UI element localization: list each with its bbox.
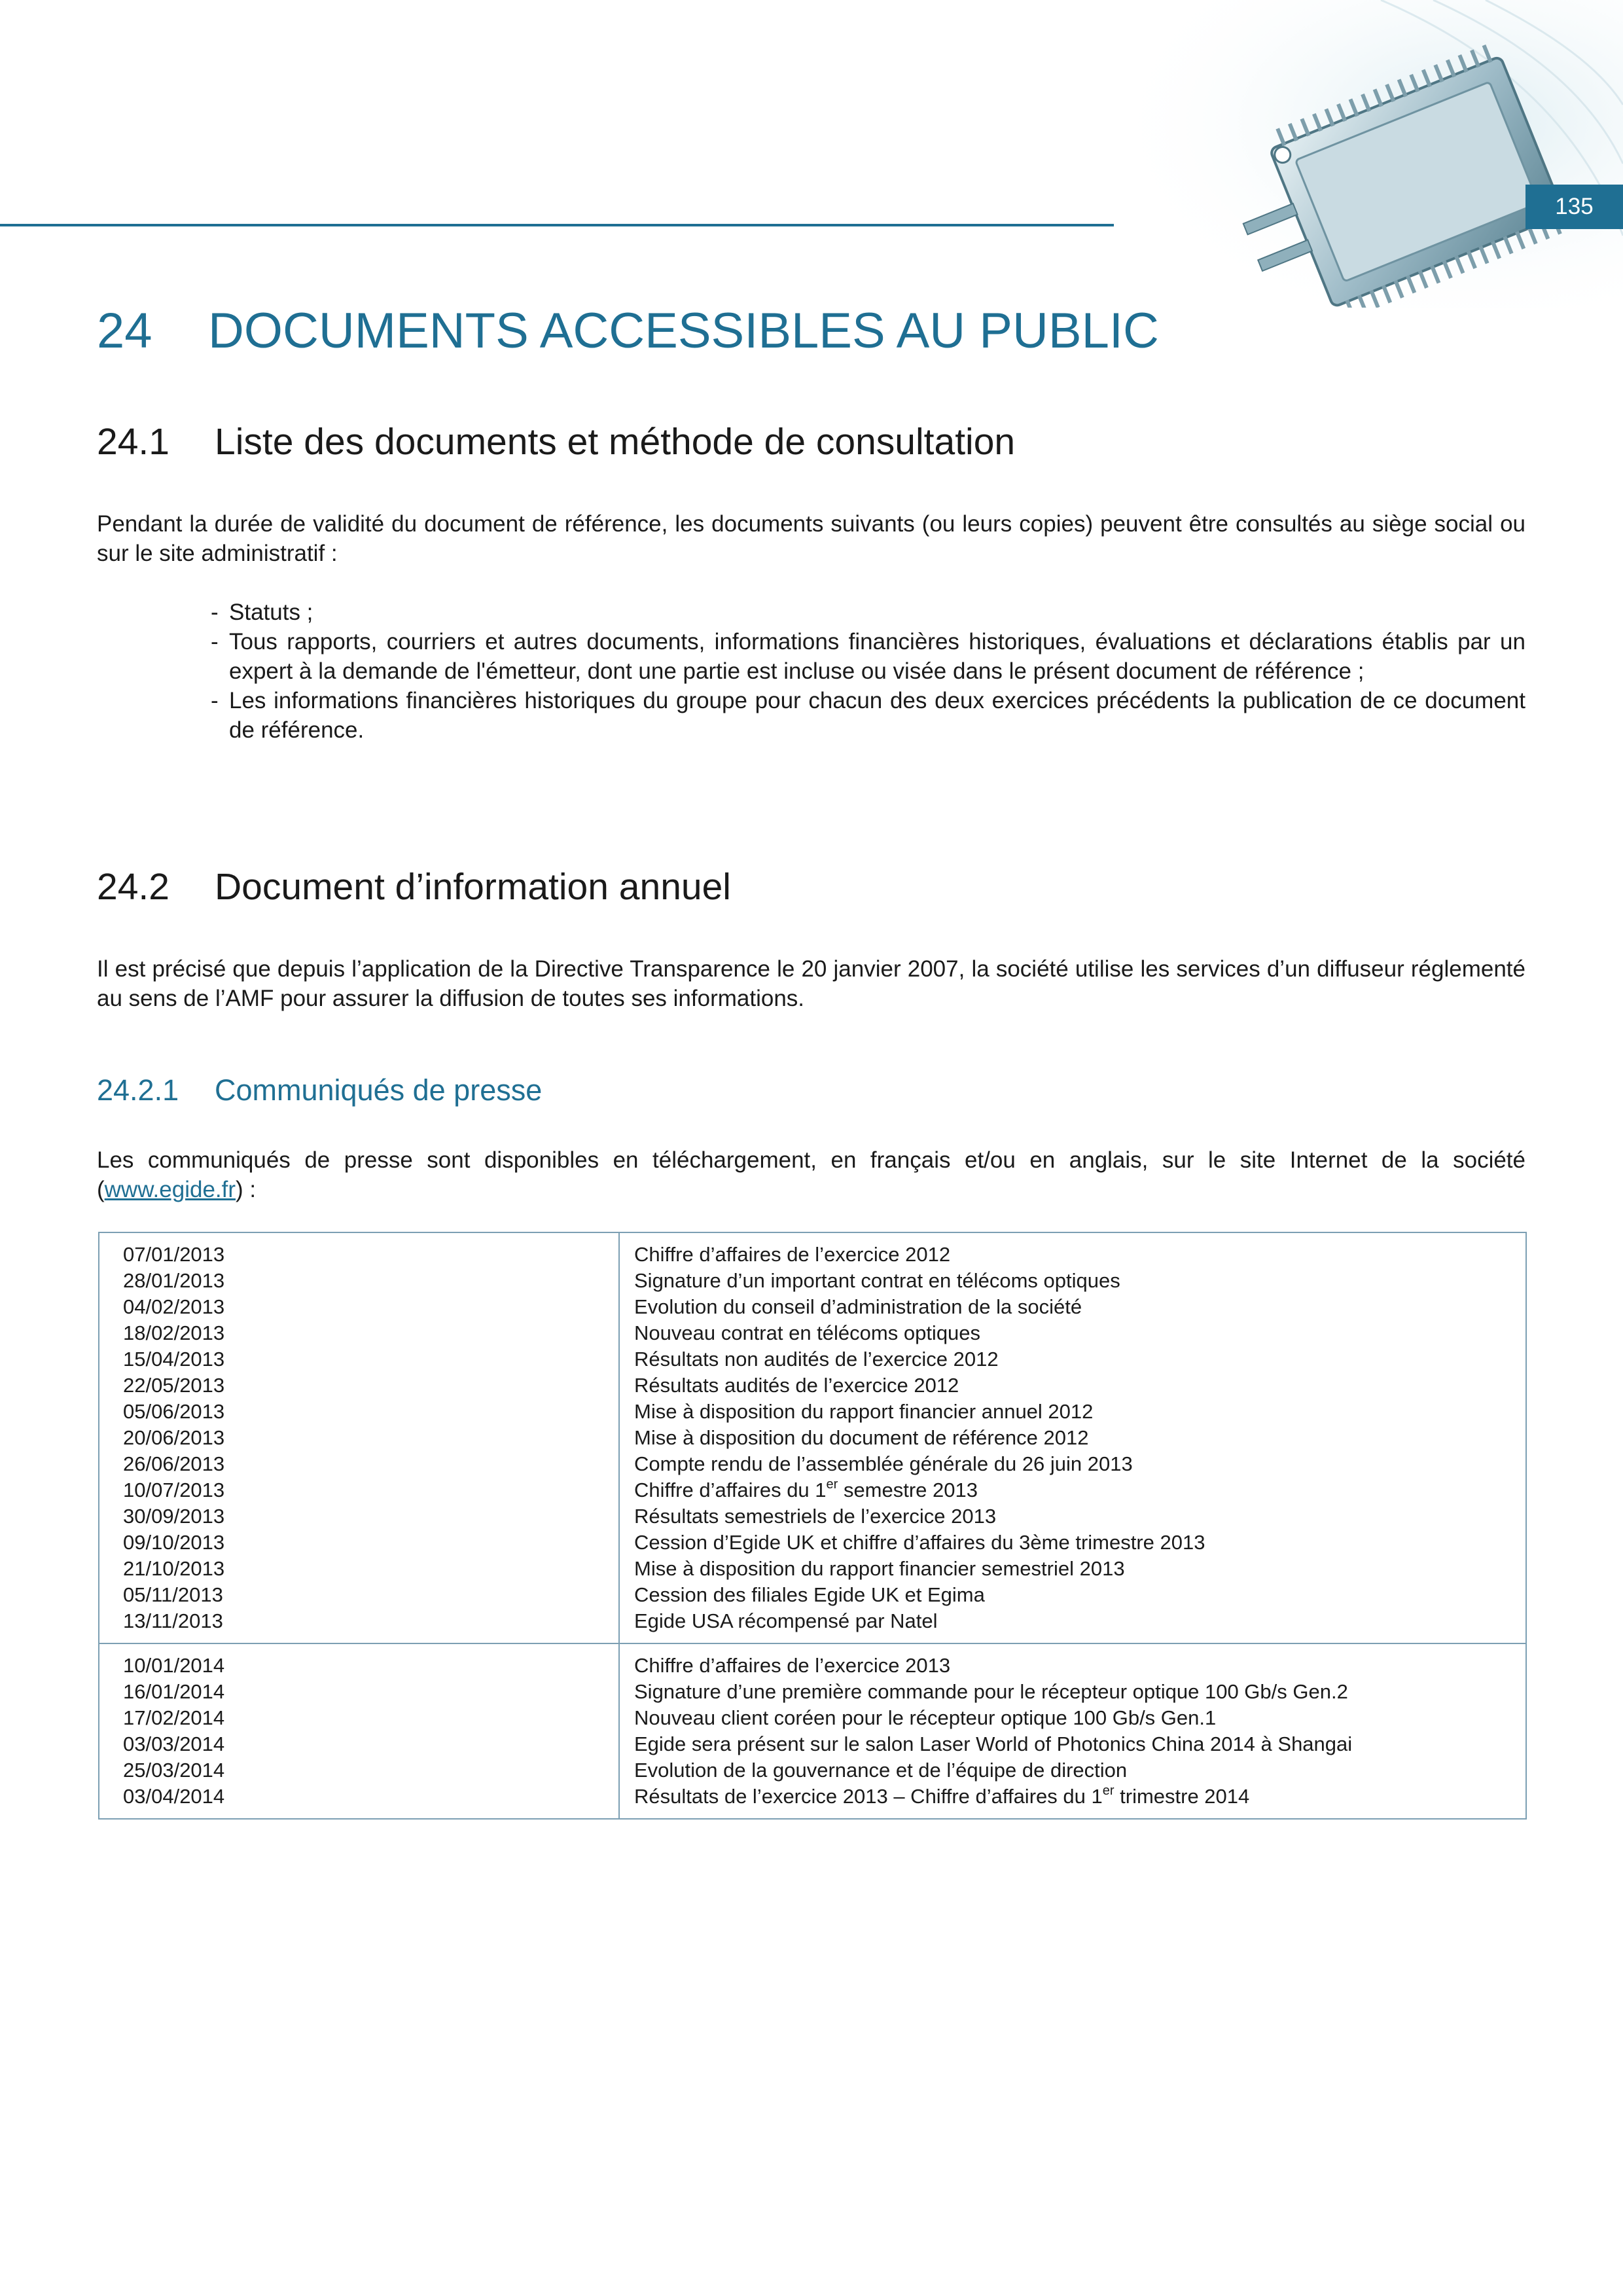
- section-heading-24-1: [97, 420, 1015, 463]
- release-title-text: Résultats de l’exercice 2013 – Chiffre d’affaires du 1: [634, 1785, 1103, 1808]
- titles-cell-2014: [619, 1643, 1526, 1819]
- subsection-body-text: Les communiqués de presse sont disponibles en téléchargement, en français et/ou en anglais, sur le site Internet de la société (: [97, 1147, 1525, 1202]
- egide-website-link[interactable]: www.egide.fr: [104, 1177, 236, 1202]
- release-title: Résultats non audités de l’exercice 2012: [634, 1348, 999, 1371]
- release-date: 13/11/2013: [123, 1609, 223, 1632]
- release-title: Nouveau client coréen pour le récepteur optique 100 Gb/s Gen.1: [634, 1706, 1217, 1729]
- section-title: Liste des documents et méthode de consultation: [215, 421, 1016, 463]
- chapter-heading: [97, 302, 1159, 359]
- chapter-title: DOCUMENTS ACCESSIBLES AU PUBLIC: [208, 303, 1159, 359]
- release-date: 10/07/2013: [123, 1479, 225, 1501]
- documents-list: [211, 598, 1525, 745]
- release-title: Evolution de la gouvernance et de l’équipe de direction: [634, 1759, 1128, 1782]
- release-title-text: trimestre 2014: [1114, 1785, 1250, 1808]
- release-title: Signature d’une première commande pour le récepteur optique 100 Gb/s Gen.2: [634, 1680, 1348, 1703]
- release-date: 28/01/2013: [123, 1269, 225, 1292]
- release-title: Cession d’Egide UK et chiffre d’affaires du 3ème trimestre 2013: [634, 1531, 1205, 1554]
- release-title: [634, 1477, 1525, 1503]
- subsection-body: [97, 1145, 1525, 1204]
- list-item-text: Tous rapports, courriers et autres documents, informations financières historiques, évaluations et déclarations établis par un expert à la demande de l'émetteur, dont une partie est incluse ou visée dans le présent document de référence ;: [229, 629, 1525, 684]
- release-title: Cession des filiales Egide UK et Egima: [634, 1583, 985, 1606]
- release-title-text: semestre 2013: [838, 1479, 978, 1501]
- release-title: Egide sera présent sur le salon Laser World of Photonics China 2014 à Shangai: [634, 1732, 1353, 1755]
- section-number: 24.1: [97, 421, 169, 463]
- release-title: Mise à disposition du rapport financier semestriel 2013: [634, 1557, 1125, 1580]
- header-rule: [0, 224, 1114, 226]
- release-date: 30/09/2013: [123, 1505, 225, 1528]
- release-title: Mise à disposition du document de référence 2012: [634, 1426, 1089, 1449]
- release-date: 15/04/2013: [123, 1348, 225, 1371]
- release-date: 17/02/2014: [123, 1706, 225, 1729]
- header-component-illustration: [1106, 0, 1623, 308]
- release-title: Chiffre d’affaires de l’exercice 2013: [634, 1654, 951, 1677]
- ordinal-superscript: er: [826, 1477, 838, 1492]
- section-24-1-intro: Pendant la durée de validité du document de référence, les documents suivants (ou leurs copies) peuvent être consultés au siège social ou sur le site administratif :: [97, 511, 1525, 566]
- release-date: 25/03/2014: [123, 1759, 225, 1782]
- release-title: Résultats audités de l’exercice 2012: [634, 1374, 959, 1397]
- release-title: Chiffre d’affaires de l’exercice 2012: [634, 1243, 951, 1266]
- subsection-number: 24.2.1: [97, 1073, 179, 1107]
- table-row-2013: [99, 1232, 1526, 1643]
- release-date: 07/01/2013: [123, 1243, 225, 1266]
- release-date: 20/06/2013: [123, 1426, 225, 1449]
- list-item: [211, 627, 1525, 686]
- ordinal-superscript: er: [1102, 1783, 1115, 1798]
- bullet-dash: -: [211, 688, 219, 713]
- section-number: 24.2: [97, 866, 169, 908]
- chapter-number: 24: [97, 303, 152, 359]
- bullet-dash: -: [211, 600, 219, 625]
- dates-cell-2013: [99, 1232, 619, 1643]
- release-date: 26/06/2013: [123, 1452, 225, 1475]
- bullet-dash: -: [211, 629, 219, 655]
- list-item: [211, 598, 1525, 627]
- release-title: Résultats semestriels de l’exercice 2013: [634, 1505, 997, 1528]
- subsection-body-text-end: ) :: [236, 1177, 257, 1202]
- release-date: 05/06/2013: [123, 1400, 225, 1423]
- section-24-2-body: Il est précisé que depuis l’application de la Directive Transparence le 20 janvier 2007, la société utilise les services d’un diffuseur réglementé au sens de l’AMF pour assurer la diffusion de toutes ses informations.: [97, 956, 1525, 1011]
- release-title: Nouveau contrat en télécoms optiques: [634, 1321, 981, 1344]
- release-date: 18/02/2013: [123, 1321, 225, 1344]
- list-item-text: Les informations financières historiques du groupe pour chacun des deux exercices précédents la publication de ce document de référence.: [229, 688, 1525, 743]
- subsection-heading-24-2-1: [97, 1073, 542, 1107]
- release-title: [634, 1784, 1525, 1810]
- titles-cell-2013: [619, 1232, 1526, 1643]
- release-title: Egide USA récompensé par Natel: [634, 1609, 938, 1632]
- release-title: Compte rendu de l’assemblée générale du 26 juin 2013: [634, 1452, 1133, 1475]
- table-row-2014: [99, 1643, 1526, 1819]
- release-date: 10/01/2014: [123, 1654, 225, 1677]
- section-title: Document d’information annuel: [215, 866, 731, 908]
- release-date: 03/04/2014: [123, 1785, 225, 1808]
- section-heading-24-2: [97, 865, 731, 908]
- release-title-text: Chiffre d’affaires du 1: [634, 1479, 827, 1501]
- release-title: Evolution du conseil d’administration de la société: [634, 1295, 1082, 1318]
- release-date: 09/10/2013: [123, 1531, 225, 1554]
- release-date: 21/10/2013: [123, 1557, 225, 1580]
- release-date: 03/03/2014: [123, 1732, 225, 1755]
- list-item-text: Statuts ;: [229, 600, 313, 625]
- release-date: 05/11/2013: [123, 1583, 223, 1606]
- release-date: 22/05/2013: [123, 1374, 225, 1397]
- release-date: 04/02/2013: [123, 1295, 225, 1318]
- page-number-badge: 135: [1525, 185, 1623, 229]
- release-date: 16/01/2014: [123, 1680, 225, 1703]
- dates-cell-2014: [99, 1643, 619, 1819]
- press-releases-table: [98, 1232, 1527, 1820]
- release-title: Mise à disposition du rapport financier annuel 2012: [634, 1400, 1094, 1423]
- list-item: [211, 686, 1525, 745]
- release-title: Signature d’un important contrat en télécoms optiques: [634, 1269, 1120, 1292]
- subsection-title: Communiqués de presse: [215, 1073, 543, 1107]
